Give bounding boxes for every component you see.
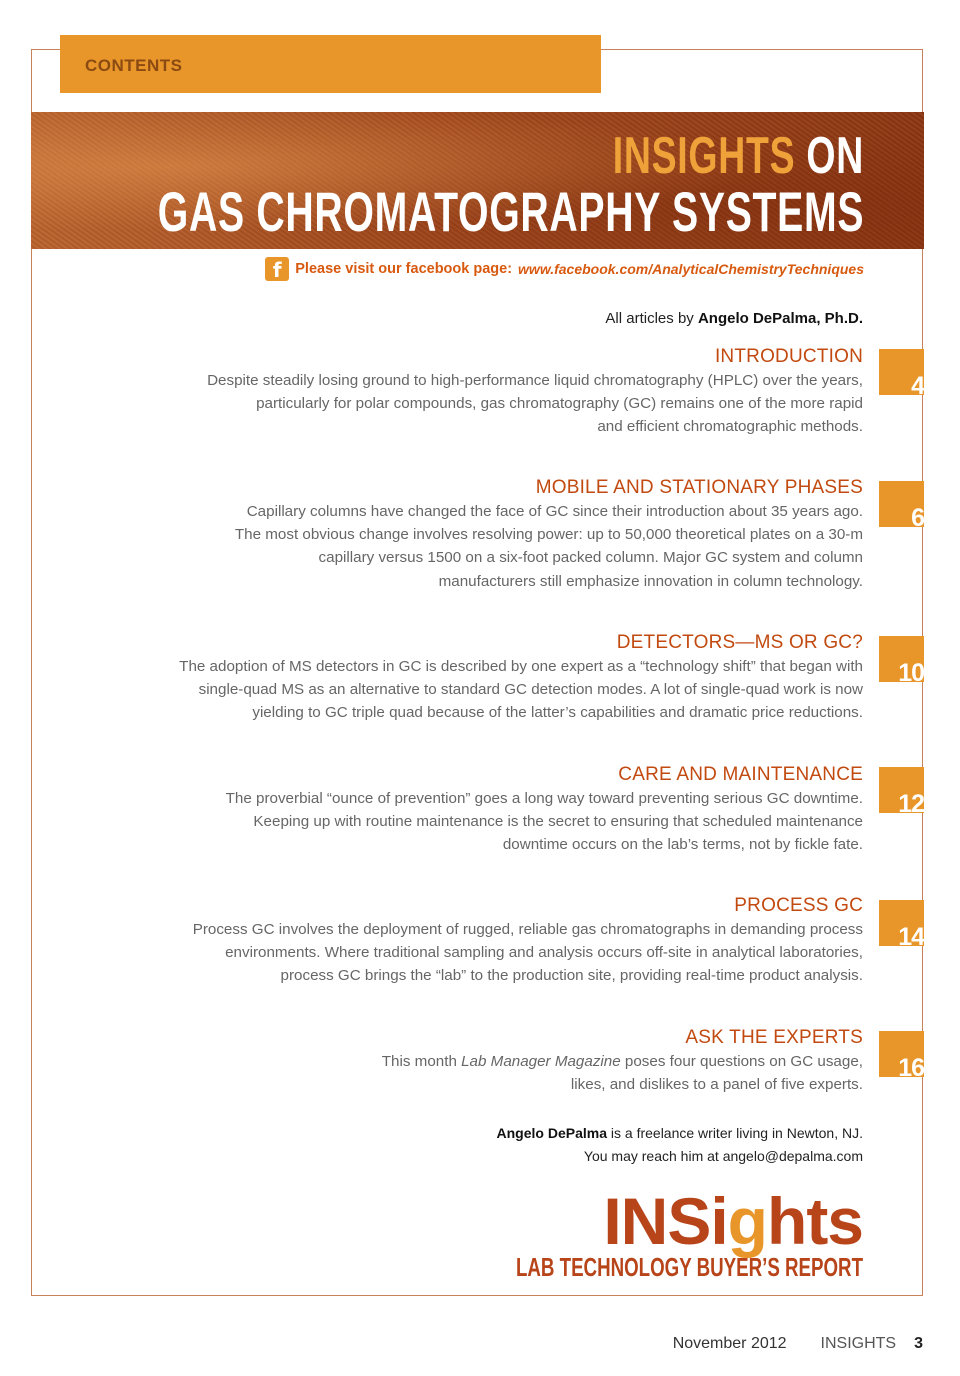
description-line: downtime occurs on the lab’s terms, not by fickle fate. bbox=[502, 836, 863, 854]
section-description bbox=[226, 787, 863, 857]
page-number-box[interactable] bbox=[879, 636, 924, 687]
page-footer bbox=[673, 1335, 923, 1353]
description-line: Despite steadily losing ground to high-performance liquid chromatography (HPLC) over the years, bbox=[207, 372, 863, 389]
logo-wordmark bbox=[381, 1184, 863, 1258]
page-number-box[interactable] bbox=[879, 481, 924, 532]
section-title: DETECTORS—MS OR GC? bbox=[616, 632, 863, 653]
description-line: Keeping up with routine maintenance is the secret to ensuring that scheduled maintenance bbox=[253, 813, 863, 831]
description-line: likes, and dislikes to a panel of five experts. bbox=[570, 1076, 863, 1094]
section-title: MOBILE AND STATIONARY PHASES bbox=[535, 477, 863, 498]
author-note bbox=[497, 1122, 863, 1168]
banner-on-word: ON bbox=[806, 127, 864, 185]
page-number: 6 bbox=[911, 504, 924, 532]
page-number-box[interactable] bbox=[879, 1031, 924, 1082]
logo-part: INSi bbox=[603, 1184, 728, 1258]
logo-part: hts bbox=[767, 1184, 863, 1258]
description-line: The most obvious change involves resolving power: up to 50,000 theoretical plates on a 30-m bbox=[234, 526, 863, 544]
contents-label: CONTENTS bbox=[85, 56, 183, 75]
banner-title-line2: GAS CHROMATOGRAPHY SYSTEMS bbox=[157, 180, 864, 243]
description-line: Process GC involves the deployment of rugged, reliable gas chromatographs in demanding process bbox=[192, 921, 863, 938]
description-text: This month bbox=[381, 1053, 462, 1070]
footer-publication: INSIGHTS bbox=[820, 1335, 897, 1352]
banner-accent-word: INSIGHTS bbox=[612, 127, 796, 185]
section-title: CARE AND MAINTENANCE bbox=[618, 764, 863, 785]
banner-title-line1 bbox=[613, 128, 864, 184]
author-name: Angelo DePalma bbox=[496, 1125, 607, 1141]
section-title: PROCESS GC bbox=[734, 895, 863, 916]
toc-entry-care-maintenance[interactable] bbox=[226, 763, 863, 857]
description-line: process GC brings the “lab” to the production site, providing real-time product analysis. bbox=[280, 967, 863, 985]
facebook-icon[interactable]: f bbox=[265, 257, 289, 281]
footer-page-number: 3 bbox=[914, 1335, 923, 1352]
page-number: 12 bbox=[898, 790, 924, 818]
page-number: 4 bbox=[911, 372, 924, 400]
description-line bbox=[382, 1050, 863, 1073]
description-line: environments. Where traditional sampling and analysis occurs off-site in analytical laboratories, bbox=[225, 944, 863, 962]
page-number: 16 bbox=[898, 1054, 924, 1082]
description-line: The adoption of MS detectors in GC is described by one expert as a “technology shift” that began with bbox=[179, 658, 863, 675]
facebook-link[interactable]: www.facebook.com/AnalyticalChemistryTechniques bbox=[518, 261, 864, 277]
logo-subtitle: LAB TECHNOLOGY BUYER’S REPORT bbox=[515, 1252, 863, 1282]
page-number-box[interactable] bbox=[879, 349, 924, 400]
section-title: INTRODUCTION bbox=[714, 346, 863, 367]
footer-date: November 2012 bbox=[672, 1335, 787, 1352]
section-title: ASK THE EXPERTS bbox=[685, 1027, 863, 1048]
facebook-row bbox=[265, 257, 864, 281]
page-number-box[interactable] bbox=[879, 767, 924, 818]
description-line: single-quad MS as an alternative to standard GC detection modes. A lot of single-quad work is now bbox=[198, 681, 863, 699]
description-line: capillary versus 1500 on a six-foot packed column. Major GC system and column bbox=[318, 549, 863, 567]
byline-prefix: All articles by bbox=[605, 310, 694, 327]
toc-entry-process-gc[interactable] bbox=[193, 894, 863, 988]
section-description bbox=[179, 655, 863, 725]
description-line: manufacturers still emphasize innovation in column technology. bbox=[438, 572, 863, 590]
author-note-text: is a freelance writer living in Newton, NJ. bbox=[607, 1125, 863, 1141]
facebook-text: Please visit our facebook page: bbox=[295, 261, 513, 277]
description-line: The proverbial “ounce of prevention” goes a long way toward preventing serious GC downtime. bbox=[225, 790, 863, 807]
byline bbox=[605, 310, 863, 327]
insights-logo bbox=[381, 1184, 863, 1282]
section-description bbox=[207, 369, 863, 439]
page-number: 10 bbox=[898, 659, 924, 687]
toc-entry-ask-the-experts[interactable] bbox=[382, 1026, 863, 1096]
contents-tab bbox=[60, 35, 601, 93]
author-note-line bbox=[497, 1122, 863, 1145]
section-description bbox=[193, 918, 863, 988]
toc-entry-introduction[interactable] bbox=[207, 345, 863, 439]
magazine-name: Lab Manager Magazine bbox=[461, 1053, 621, 1070]
author-contact: You may reach him at angelo@depalma.com bbox=[583, 1148, 863, 1164]
logo-g: g bbox=[727, 1184, 767, 1258]
toc-entry-mobile-stationary-phases[interactable] bbox=[235, 476, 863, 593]
page-number-box[interactable] bbox=[879, 900, 924, 951]
title-banner bbox=[31, 112, 924, 249]
section-description bbox=[235, 500, 863, 593]
description-line: particularly for polar compounds, gas chromatography (GC) remains one of the more rapid bbox=[256, 395, 863, 413]
toc-entry-detectors[interactable] bbox=[179, 631, 863, 725]
description-line: yielding to GC triple quad because of the latter’s capabilities and dramatic price reductions. bbox=[252, 704, 863, 722]
page-number: 14 bbox=[898, 923, 924, 951]
description-text: poses four questions on GC usage, bbox=[620, 1053, 863, 1070]
section-description bbox=[382, 1050, 863, 1096]
description-line: Capillary columns have changed the face of GC since their introduction about 35 years ago. bbox=[246, 503, 863, 520]
description-line: and efficient chromatographic methods. bbox=[597, 418, 863, 436]
byline-author: Angelo DePalma, Ph.D. bbox=[697, 310, 863, 327]
